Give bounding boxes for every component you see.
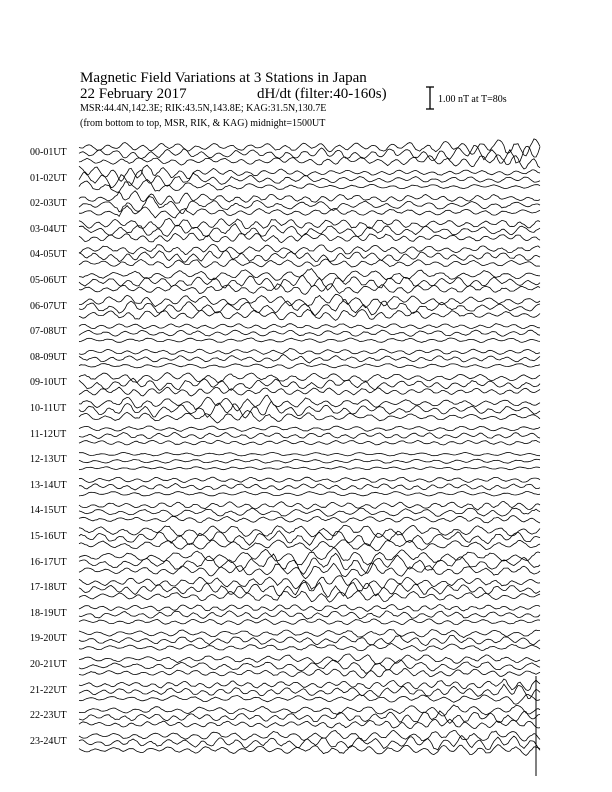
hour-label: 01-02UT [30,172,67,184]
filter-label: dH/dt (filter:40-160s) [257,86,387,102]
trace-kag [79,591,540,602]
trace-msr [79,525,540,537]
trace-msr [79,705,540,716]
trace-kag [79,363,540,368]
trace-rik [79,582,540,597]
trace-rik [79,459,540,463]
trace-rik [79,378,540,390]
trace-kag [79,694,540,704]
trace-rik [79,145,540,163]
hour-label: 20-21UT [30,659,67,670]
hour-label: 15-16UT [30,531,67,542]
hour-label: 08-09UT [30,351,67,363]
hour-label: 18-19UT [30,607,67,619]
hour-label: 00-01UT [30,147,67,158]
trace-msr [79,244,540,254]
trace-msr [79,477,540,482]
trace-rik [79,684,540,698]
hour-label: 13-14UT [30,479,67,491]
trace-kag [79,516,540,523]
stations-label: MSR:44.4N,142.3E; RIK:43.5N,143.8E; KAG:31.5N,130.7E [80,103,327,114]
trace-msr [79,604,540,611]
trace-rik [79,611,540,619]
hour-label: 14-15UT [30,505,67,517]
trace-msr [79,629,540,637]
chart-date: 22 February 2017 [80,86,187,102]
trace-msr [79,730,540,741]
hour-label: 07-08UT [30,326,67,338]
trace-kag [79,206,540,218]
trace-msr [79,654,540,665]
trace-msr [79,218,540,228]
trace-kag [79,259,540,268]
hour-label: 02-03UT [30,198,67,210]
trace-rik [79,224,540,237]
trace-msr [79,269,540,282]
hour-label: 23-24UT [30,735,67,747]
hour-label: 12-13UT [30,454,67,466]
trace-rik [79,433,540,439]
trace-kag [79,467,540,470]
trace-kag [79,410,540,423]
hour-label: 06-07UT [30,300,67,312]
trace-rik [79,508,540,516]
trace-msr [79,576,540,590]
trace-rik [79,330,540,336]
trace-rik [79,355,540,364]
trace-msr [79,349,540,355]
trace-rik [79,635,540,645]
trace-kag [79,643,540,651]
hour-label: 22-23UT [30,710,67,722]
trace-msr [79,294,540,307]
hour-label: 04-05UT [30,249,67,261]
trace-msr [79,548,540,565]
trace-rik [79,484,540,491]
trace-kag [79,284,540,295]
hour-label: 16-17UT [30,556,67,568]
hour-label: 10-11UT [30,403,67,414]
hour-label: 03-04UT [30,223,67,235]
trace-msr [79,452,540,456]
trace-rik [79,170,540,188]
trace-kag [79,669,540,678]
scale-label: 1.00 nT at T=80s [438,94,507,105]
hour-label: 11-12UT [30,428,67,440]
trace-kag [79,492,540,497]
trace-rik [79,251,540,263]
hour-label: 09-10UT [30,377,67,389]
chart-title: Magnetic Field Variations at 3 Stations in Japan [80,70,367,86]
hour-label: 19-20UT [30,633,67,645]
hour-label: 05-06UT [30,275,67,286]
order-label: (from bottom to top, MSR, RIK, & KAG) midnight=1500UT [80,118,326,129]
trace-msr [79,426,540,431]
trace-rik [79,275,540,290]
trace-kag [79,387,540,396]
trace-rik [79,736,540,750]
trace-kag [79,745,540,756]
trace-kag [79,338,540,343]
trace-kag [79,719,540,729]
hour-label: 21-22UT [30,684,67,696]
trace-msr [79,324,540,329]
trace-kag [79,619,540,625]
trace-kag [79,440,540,445]
hour-label: 17-18UT [30,582,67,594]
